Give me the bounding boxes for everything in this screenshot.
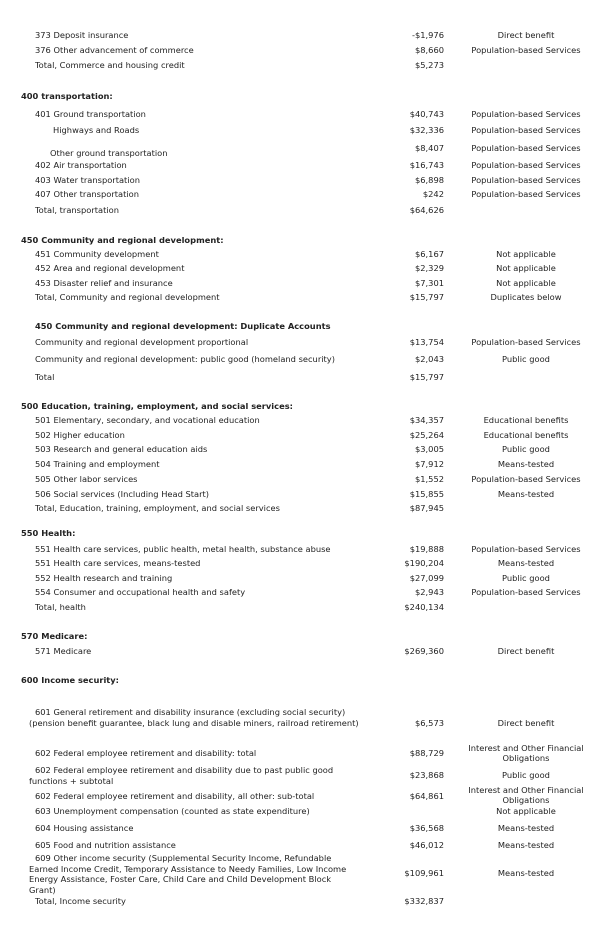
row-amount: $27,099 (409, 573, 444, 583)
row-label: 501 Elementary, secondary, and vocational education (35, 415, 260, 425)
row-label: 602 Federal employee retirement and disability: total (35, 748, 257, 758)
row-label: 502 Higher education (35, 430, 125, 440)
row-label: Community and regional development proportional (35, 337, 249, 347)
row-amount: $2,043 (414, 354, 444, 364)
row-label: 505 Other labor services (35, 474, 138, 484)
row-amount: $7,301 (414, 278, 444, 288)
row-amount: $190,204 (404, 558, 444, 568)
row-category: Population-based Services (471, 45, 581, 55)
row-amount: $5,273 (414, 60, 444, 70)
row-amount: $15,797 (409, 372, 444, 382)
row-label: Highways and Roads (53, 125, 140, 135)
row-amount: $6,573 (414, 718, 444, 728)
row-amount: $15,797 (409, 292, 444, 302)
row-category: Direct benefit (497, 30, 555, 40)
row-label: 609 Other income security (Supplemental Security Income, Refundable Earned Income Credit, Temporary Assistance to Needy Families, Low Income Energy Assistance, Foster Care, Child Care and Child Development Block Grant) (29, 853, 347, 895)
row-amount: $332,837 (404, 896, 444, 906)
row-category: Not applicable (496, 249, 556, 259)
row-amount: $64,861 (409, 791, 444, 801)
row-category: Population-based Services (471, 544, 581, 554)
row-amount: $32,336 (409, 125, 444, 135)
row-category: Public good (502, 770, 550, 780)
row-label: 551 Health care services, public health, metal health, substance abuse (35, 544, 331, 554)
row-label: Total, transportation (35, 205, 119, 215)
row-category: Public good (502, 354, 550, 364)
row-amount: $40,743 (409, 109, 444, 119)
row-category: Direct benefit (497, 718, 555, 728)
row-amount: $87,945 (409, 503, 444, 513)
row-amount: $36,568 (409, 823, 444, 833)
row-amount: $1,552 (414, 474, 444, 484)
row-label: 403 Water transportation (35, 175, 140, 185)
row-label: 373 Deposit insurance (35, 30, 129, 40)
row-label: Total, Education, training, employment, and social services (35, 503, 280, 513)
row-label: 451 Community development (35, 249, 159, 259)
row-category: Means-tested (497, 489, 555, 499)
row-label: 571 Medicare (35, 646, 92, 656)
row-label: Total, Income security (35, 896, 126, 906)
row-label: 602 Federal employee retirement and disability, all other: sub-total (35, 791, 315, 801)
row-category: Duplicates below (490, 292, 562, 302)
row-label: 504 Training and employment (35, 459, 160, 469)
row-label: 376 Other advancement of commerce (35, 45, 194, 55)
row-label: 601 General retirement and disability insurance (excluding social security)(pension benefit guarantee, black lung and disable miners, railroad retirement) (29, 707, 359, 728)
section-header: 450 Community and regional development: (21, 235, 224, 245)
section-header: 450 Community and regional development: Duplicate Accounts (35, 321, 331, 331)
row-category: Population-based Services (471, 175, 581, 185)
row-label: 605 Food and nutrition assistance (35, 840, 176, 850)
row-amount: $8,660 (414, 45, 444, 55)
row-label: 402 Air transportation (35, 160, 127, 170)
row-label: Total (35, 372, 55, 382)
row-category: Population-based Services (471, 337, 581, 347)
row-amount: $19,888 (409, 544, 444, 554)
row-label: 452 Area and regional development (35, 263, 185, 273)
row-category: Public good (502, 573, 550, 583)
row-amount: $2,943 (414, 587, 444, 597)
row-category: Means-tested (497, 823, 555, 833)
section-header: 570 Medicare: (21, 631, 88, 641)
row-label: 506 Social services (Including Head Start) (35, 489, 210, 499)
row-amount: $2,329 (414, 263, 444, 273)
row-amount: $269,360 (404, 646, 444, 656)
row-category: Population-based Services (471, 189, 581, 199)
row-amount: $34,357 (409, 415, 444, 425)
row-category: Population-based Services (471, 143, 581, 153)
row-category: Means-tested (497, 459, 555, 469)
row-category: Educational benefits (483, 415, 569, 425)
row-amount: $23,868 (409, 770, 444, 780)
row-amount: $64,626 (409, 205, 444, 215)
section-header: 500 Education, training, employment, and social services: (21, 401, 293, 411)
row-category: Interest and Other Financial Obligations (468, 785, 584, 805)
section-header: 550 Health: (21, 528, 76, 538)
row-category: Means-tested (497, 558, 555, 568)
row-label: Total, health (35, 602, 86, 612)
row-category: Not applicable (496, 806, 556, 816)
row-category: Population-based Services (471, 160, 581, 170)
row-label: Community and regional development: public good (homeland security) (35, 354, 335, 364)
row-category: Population-based Services (471, 109, 581, 119)
row-category: Direct benefit (497, 646, 555, 656)
row-label: 503 Research and general education aids (35, 444, 208, 454)
row-label: 407 Other transportation (35, 189, 139, 199)
row-amount: $109,961 (404, 868, 444, 878)
row-amount: $88,729 (409, 748, 444, 758)
row-label: 604 Housing assistance (35, 823, 134, 833)
row-category: Population-based Services (471, 587, 581, 597)
row-label: 551 Health care services, means-tested (35, 558, 201, 568)
row-amount: $46,012 (409, 840, 444, 850)
row-amount: $6,898 (414, 175, 444, 185)
row-amount: $240,134 (404, 602, 444, 612)
row-amount: $16,743 (409, 160, 444, 170)
row-amount: $8,407 (414, 143, 444, 153)
row-label: Total, Commerce and housing credit (35, 60, 185, 70)
row-category: Not applicable (496, 278, 556, 288)
row-label: 554 Consumer and occupational health and safety (35, 587, 246, 597)
row-amount: -$1,976 (411, 30, 444, 40)
section-header: 400 transportation: (21, 91, 113, 101)
row-category: Public good (502, 444, 550, 454)
row-amount: $7,912 (414, 459, 444, 469)
row-amount: $25,264 (409, 430, 444, 440)
row-label: Total, Community and regional development (35, 292, 220, 302)
row-category: Educational benefits (483, 430, 569, 440)
row-label: 602 Federal employee retirement and disability due to past public good functions + subtotal (29, 765, 334, 786)
row-category: Means-tested (497, 840, 555, 850)
row-amount: $15,855 (409, 489, 444, 499)
row-category: Population-based Services (471, 125, 581, 135)
section-header: 600 Income security: (21, 675, 119, 685)
row-category: Not applicable (496, 263, 556, 273)
row-category: Interest and Other Financial Obligations (468, 743, 584, 763)
row-amount: $13,754 (409, 337, 444, 347)
row-label: Other ground transportation (50, 148, 168, 158)
row-label: 552 Health research and training (35, 573, 173, 583)
row-label: 401 Ground transportation (35, 109, 146, 119)
row-category: Means-tested (497, 868, 555, 878)
row-label: 603 Unemployment compensation (counted as state expenditure) (35, 806, 310, 816)
row-label: 453 Disaster relief and insurance (35, 278, 173, 288)
row-amount: $3,005 (414, 444, 444, 454)
row-amount: $6,167 (414, 249, 444, 259)
row-amount: $242 (422, 189, 444, 199)
row-category: Population-based Services (471, 474, 581, 484)
